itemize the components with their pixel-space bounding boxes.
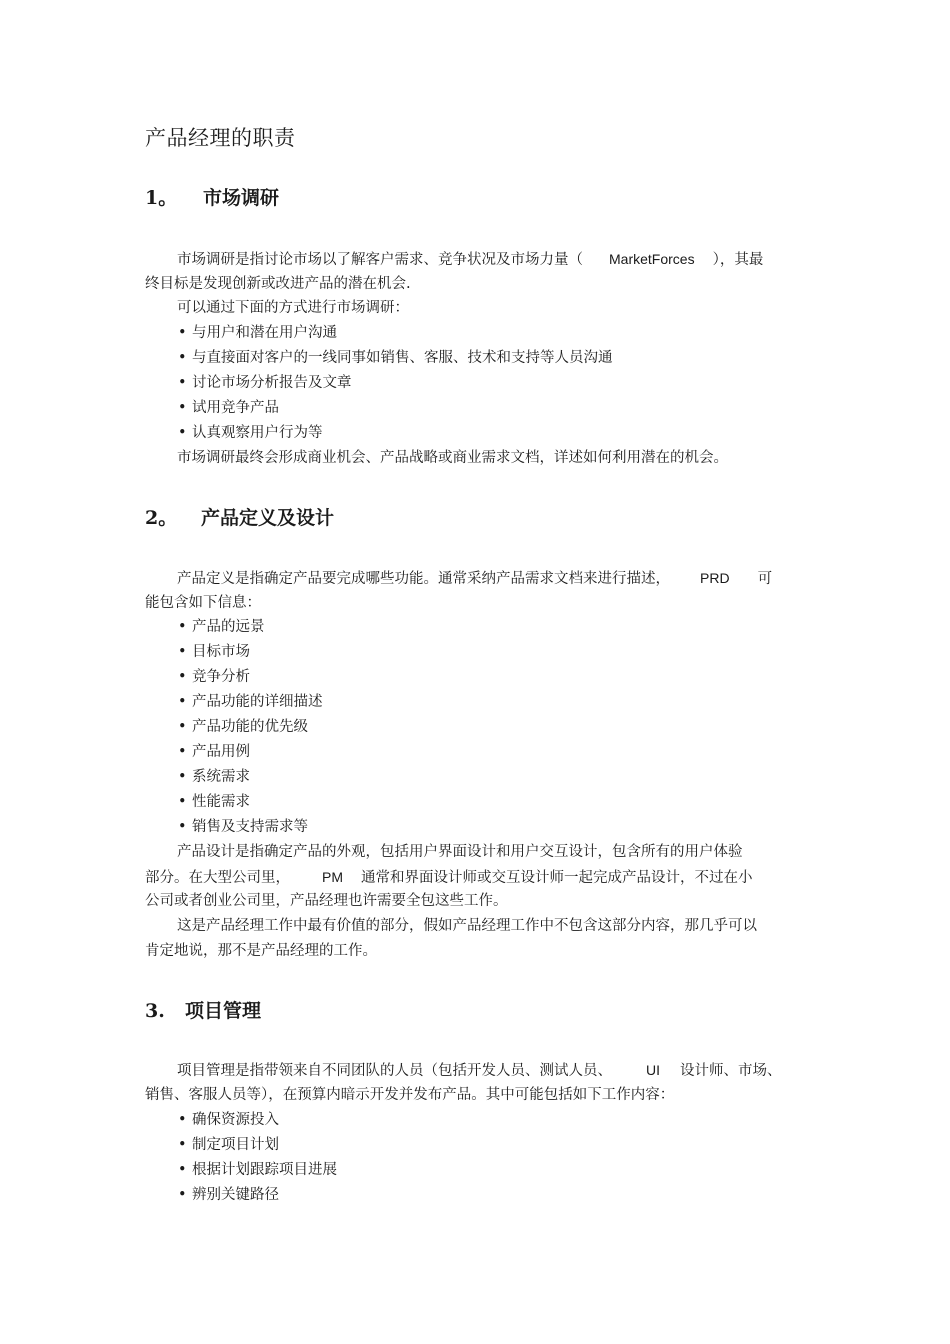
section-1-heading [145,183,279,210]
s3-p1-text-a: 项目管理是指带领来自不同团队的人员（包括开发人员、测试人员、 [177,1063,612,1079]
document-title: 产品经理的职责 [145,126,296,150]
s2-bullet-8: • 性能需求 [178,794,250,810]
s2-p1-prd: PRD [700,570,730,586]
s2-paragraph-1-line-2: 能包含如下信息： [145,595,261,611]
s1-paragraph-1-line-2: 终目标是发现创新或改进产品的潜在机会. [145,276,411,292]
s2-p2-text-d: 通常和界面设计师或交互设计师一起完成产品设计，不过在小 [361,870,753,886]
s1-bullet-5: • 认真观察用户行为等 [178,425,323,441]
s2-bullet-5: • 产品功能的优先级 [178,719,308,735]
section-1-number: 1。 [145,187,178,209]
section-3-number: 3. [145,1000,165,1022]
s2-bullet-1: • 产品的远景 [178,619,265,635]
s1-p1-market-forces: MarketForces [609,251,695,267]
s1-paragraph-2: 可以通过下面的方式进行市场调研： [177,300,409,316]
s2-bullet-2: • 目标市场 [178,644,250,660]
s2-paragraph-1-line-1 [177,567,772,588]
s1-bullet-1: • 与用户和潜在用户沟通 [178,325,337,341]
s1-bullet-4: • 试用竞争产品 [178,400,279,416]
s2-bullet-4: • 产品功能的详细描述 [178,694,323,710]
section-3-title: 项目管理 [185,1000,262,1022]
s1-bullet-2: • 与直接面对客户的一线同事如销售、客服、技术和支持等人员沟通 [178,350,613,366]
s3-p1-text-c: 设计师、市场、 [680,1063,782,1079]
s3-paragraph-1-line-1 [177,1059,782,1080]
s3-bullet-2: • 制定项目计划 [178,1137,279,1153]
s1-paragraph-3: 市场调研最终会形成商业机会、产品战略或商业需求文档，详述如何利用潜在的机会。 [177,450,728,466]
section-2-heading [145,503,334,530]
s2-paragraph-3-line-2: 肯定地说，那不是产品经理的工作。 [145,943,377,959]
section-2-title: 产品定义及设计 [201,507,335,529]
s1-p1-text-c: ），其最 [712,252,764,268]
s2-bullet-6: • 产品用例 [178,744,250,760]
s3-p1-ui: UI [646,1062,660,1078]
s3-bullet-3: • 根据计划跟踪项目进展 [178,1162,337,1178]
s1-bullet-3: • 讨论市场分析报告及文章 [178,375,352,391]
s2-p1-text-c: 可 [757,571,773,587]
s2-bullet-7: • 系统需求 [178,769,250,785]
s2-bullet-3: • 竞争分析 [178,669,250,685]
s2-paragraph-2-line-1: 产品设计是指确定产品的外观，包括用户界面设计和用户交互设计，包含所有的用户体验 [177,844,743,860]
s3-bullet-4: • 辨别关键路径 [178,1187,279,1203]
section-3-heading [145,996,261,1023]
s2-p1-text-a: 产品定义是指确定产品要完成哪些功能。通常采纳产品需求文档来进行描述， [177,571,670,587]
s2-bullet-9: • 销售及支持需求等 [178,819,308,835]
s2-paragraph-2-line-3: 公司或者创业公司里，产品经理也许需要全包这些工作。 [145,893,508,909]
section-2-number: 2。 [145,507,178,529]
s2-p2-text-b: 部分。在大型公司里， [145,870,290,886]
s2-p2-pm: PM [322,869,343,885]
s1-paragraph-1-line-1 [177,248,763,269]
section-1-title: 市场调研 [203,187,280,209]
s2-paragraph-2-line-2 [145,866,753,887]
s2-paragraph-3-line-1: 这是产品经理工作中最有价值的部分，假如产品经理工作中不包含这部分内容，那几乎可以 [177,918,757,934]
s1-p1-text-a: 市场调研是指讨论市场以了解客户需求、竞争状况及市场力量（ [177,252,583,268]
s3-paragraph-1-line-2: 销售、客服人员等），在预算内暗示开发并发布产品。其中可能包括如下工作内容： [145,1087,675,1103]
s3-bullet-1: • 确保资源投入 [178,1112,279,1128]
